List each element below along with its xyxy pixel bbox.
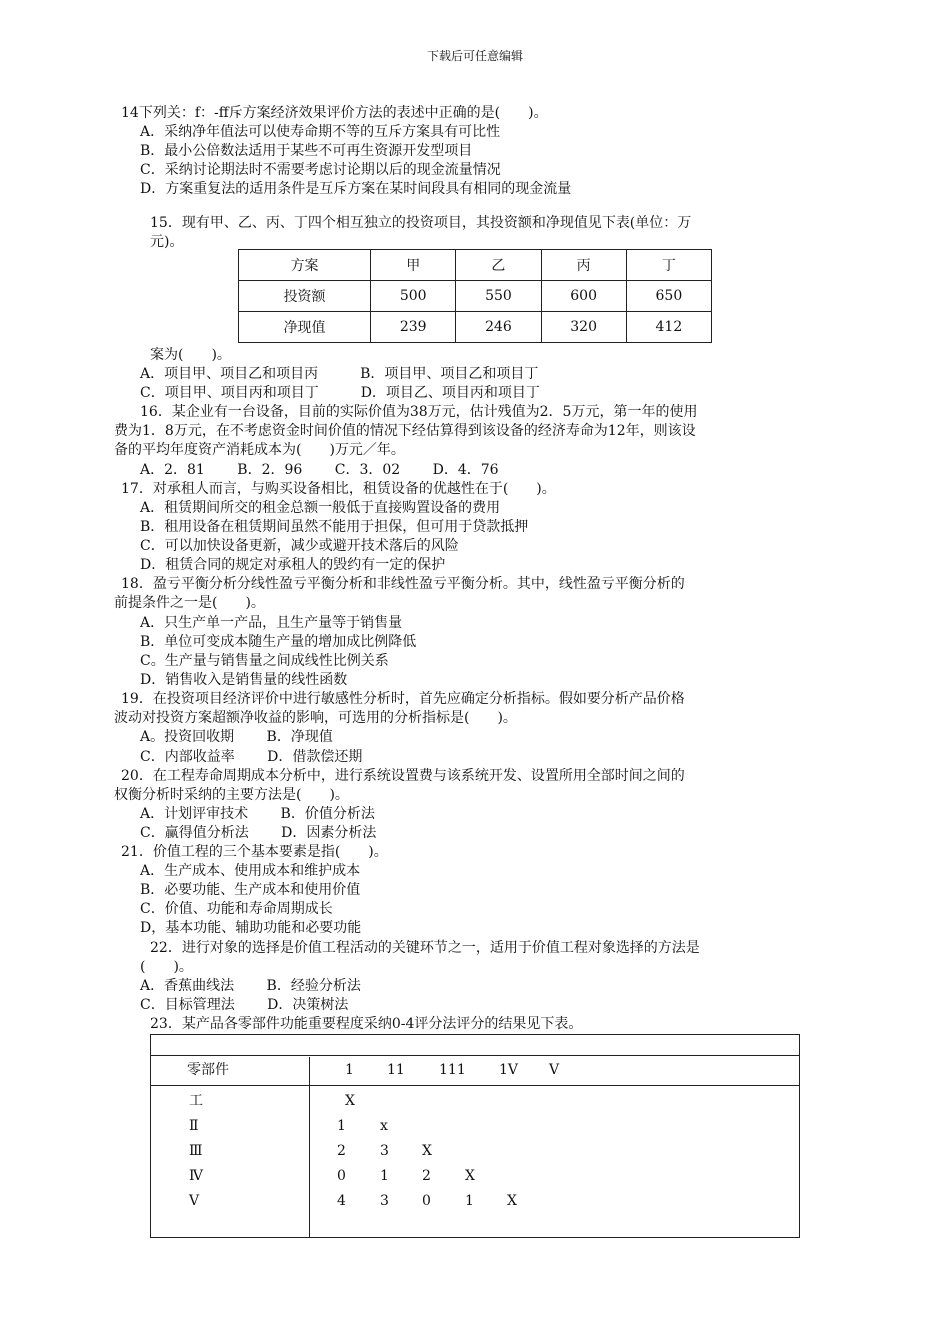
table-cell: X: [465, 1168, 475, 1184]
table-cell: 500: [371, 281, 456, 312]
q19-options-ab: A。投资回收期 B．净现值: [140, 729, 333, 745]
table-corner-label: 零部件: [187, 1062, 229, 1078]
q14-option-d: D．方案重复法的适用条件是互斥方案在某时间段具有相同的现金流量: [140, 181, 572, 197]
q20-stem-line2: 权衡分析时采纳的主要方法是( )。: [114, 787, 349, 803]
table-cell: 320: [541, 312, 626, 343]
table-column-header: 1V: [499, 1062, 519, 1078]
q21-stem: 21．价值工程的三个基本要素是指( )。: [121, 844, 388, 860]
q19-options-cd: C．内部收益率 D．借款偿还期: [140, 749, 363, 765]
q21-option-b: B．必要功能、生产成本和使用价值: [140, 882, 361, 898]
q21-option-d: D，基本功能、辅助功能和必要功能: [140, 920, 362, 936]
q17-option-a: A．租赁期间所交的租金总额一般低于直接购置设备的费用: [140, 500, 501, 516]
table-header-cell: 方案: [239, 250, 371, 281]
q14-option-c: C．采纳讨论期法时不需要考虑讨论期以后的现金流量情况: [140, 162, 501, 178]
table-cell: 2: [337, 1143, 346, 1159]
q17-option-c: C．可以加快设备更新，减少或避开技术落后的风险: [140, 538, 459, 554]
q21-option-c: C．价值、功能和寿命周期成长: [140, 901, 333, 917]
q20-stem-line1: 20．在工程寿命周期成本分析中，进行系统设置费与该系统开发、设置所用全部时间之间的: [121, 768, 685, 784]
q21-option-a: A．生产成本、使用成本和维护成本: [140, 863, 361, 879]
q19-stem-line1: 19．在投资项目经济评价中进行敏感性分析时，首先应确定分析指标。假如要分析产品价格: [121, 691, 685, 707]
q18-option-b: B．单位可变成本随生产量的增加成比例降低: [140, 634, 417, 650]
table-rule: [151, 1085, 799, 1086]
table-cell: X: [507, 1193, 517, 1209]
q15-stem-line2: 元)。: [150, 234, 184, 250]
table-column-header: V: [549, 1062, 560, 1078]
table-header-cell: 丙: [541, 250, 626, 281]
table-header-cell: 乙: [456, 250, 541, 281]
table-row-label: Ⅴ: [189, 1193, 200, 1209]
q18-stem-line2: 前提条件之一是( )。: [114, 595, 265, 611]
table-cell: 1: [465, 1193, 474, 1209]
table-row: [239, 281, 712, 312]
q16-stem-line1: 16．某企业有一台设备，目前的实际价值为38万元，估计残值为2．5万元，第一年的使用: [140, 404, 698, 420]
table-column-header: 111: [439, 1062, 466, 1078]
table-cell: 412: [626, 312, 711, 343]
q23-stem: 23．某产品各零部件功能重要程度采纳0-4评分法评分的结果见下表。: [150, 1016, 583, 1032]
q15-stem-line1: 15．现有甲、乙、丙、丁四个相互独立的投资项目，其投资额和净现值见下表(单位：万: [150, 215, 692, 231]
q14-stem: 14下列关：f：-ff斥方案经济效果评价方法的表述中正确的是( )。: [121, 105, 548, 121]
q17-option-d: D．租赁合同的规定对承租人的毁约有一定的保护: [140, 557, 446, 573]
table-cell: 净现值: [239, 312, 371, 343]
table-column-header: 1: [345, 1062, 354, 1078]
table-row-label: Ⅲ: [189, 1143, 203, 1159]
q17-stem: 17．对承租人而言，与购买设备相比，租赁设备的优越性在于( )。: [121, 481, 556, 497]
table-row-label: Ⅳ: [189, 1168, 203, 1184]
table-row-label: Ⅱ: [189, 1118, 199, 1134]
table-column-header: 11: [387, 1062, 405, 1078]
table-row-label: 工: [189, 1093, 203, 1109]
q16-stem-line2: 费为1．8万元，在不考虑资金时间价值的情况下经估算得到该设备的经济寿命为12年，则该设: [114, 423, 696, 439]
table-rule: [309, 1057, 310, 1237]
q20-options-cd: C．赢得值分析法 D．因素分析法: [140, 825, 377, 841]
table-row: [239, 312, 712, 343]
q15-tail: 案为( )。: [150, 347, 231, 363]
q18-option-c: C。生产量与销售量之间成线性比例关系: [140, 653, 389, 669]
q18-option-d: D．销售收入是销售量的线性函数: [140, 672, 348, 688]
table-cell: 600: [541, 281, 626, 312]
table-cell: 246: [456, 312, 541, 343]
q23-scoring-table: [150, 1034, 800, 1238]
table-cell: 4: [337, 1193, 346, 1209]
table-cell: 650: [626, 281, 711, 312]
table-cell: X: [422, 1143, 432, 1159]
table-cell: x: [380, 1118, 388, 1134]
q19-stem-line2: 波动对投资方案超额净收益的影响，可选用的分析指标是( )。: [114, 710, 517, 726]
q14-option-a: A．采纳净年值法可以使寿命期不等的互斥方案具有可比性: [140, 124, 501, 140]
table-cell: 0: [422, 1193, 431, 1209]
q22-options-cd: C．目标管理法 D．决策树法: [140, 997, 349, 1013]
table-cell: 3: [380, 1193, 389, 1209]
q22-stem-line2: ( )。: [140, 959, 193, 975]
q20-options-ab: A．计划评审技术 B．价值分析法: [140, 806, 375, 822]
q15-investment-table: [238, 249, 712, 343]
table-cell: 投资额: [239, 281, 371, 312]
table-header-row: [239, 250, 712, 281]
q15-options-ab: A．项目甲、项目乙和项目丙 B．项目甲、项目乙和项目丁: [140, 366, 539, 382]
table-cell: 550: [456, 281, 541, 312]
table-header-cell: 甲: [371, 250, 456, 281]
table-rule: [151, 1055, 799, 1056]
q18-option-a: A．只生产单一产品，且生产量等于销售量: [140, 615, 403, 631]
q16-options: A．2．81 B．2．96 C．3．02 D．4．76: [140, 462, 499, 478]
page-header: 下载后可任意编辑: [426, 49, 523, 63]
table-cell: 1: [337, 1118, 346, 1134]
table-header-cell: 丁: [626, 250, 711, 281]
q22-options-ab: A．香蕉曲线法 B．经验分析法: [140, 978, 361, 994]
q22-stem-line1: 22．进行对象的选择是价值工程活动的关键环节之一，适用于价值工程对象选择的方法是: [150, 940, 700, 956]
q15-options-cd: C．项目甲、项目丙和项目丁 D．项目乙、项目丙和项目丁: [140, 385, 540, 401]
table-cell: 0: [337, 1168, 346, 1184]
table-cell: 239: [371, 312, 456, 343]
table-cell: X: [345, 1093, 355, 1109]
table-cell: 1: [380, 1168, 389, 1184]
q18-stem-line1: 18．盈亏平衡分析分线性盈亏平衡分析和非线性盈亏平衡分析。其中，线性盈亏平衡分析的: [121, 576, 685, 592]
q14-option-b: B．最小公倍数法适用于某些不可再生资源开发型项目: [140, 143, 473, 159]
table-cell: 3: [380, 1143, 389, 1159]
q17-option-b: B．租用设备在租赁期间虽然不能用于担保，但可用于贷款抵押: [140, 519, 529, 535]
table-cell: 2: [422, 1168, 431, 1184]
q16-stem-line3: 备的平均年度资产消耗成本为( )万元／年。: [114, 442, 405, 458]
